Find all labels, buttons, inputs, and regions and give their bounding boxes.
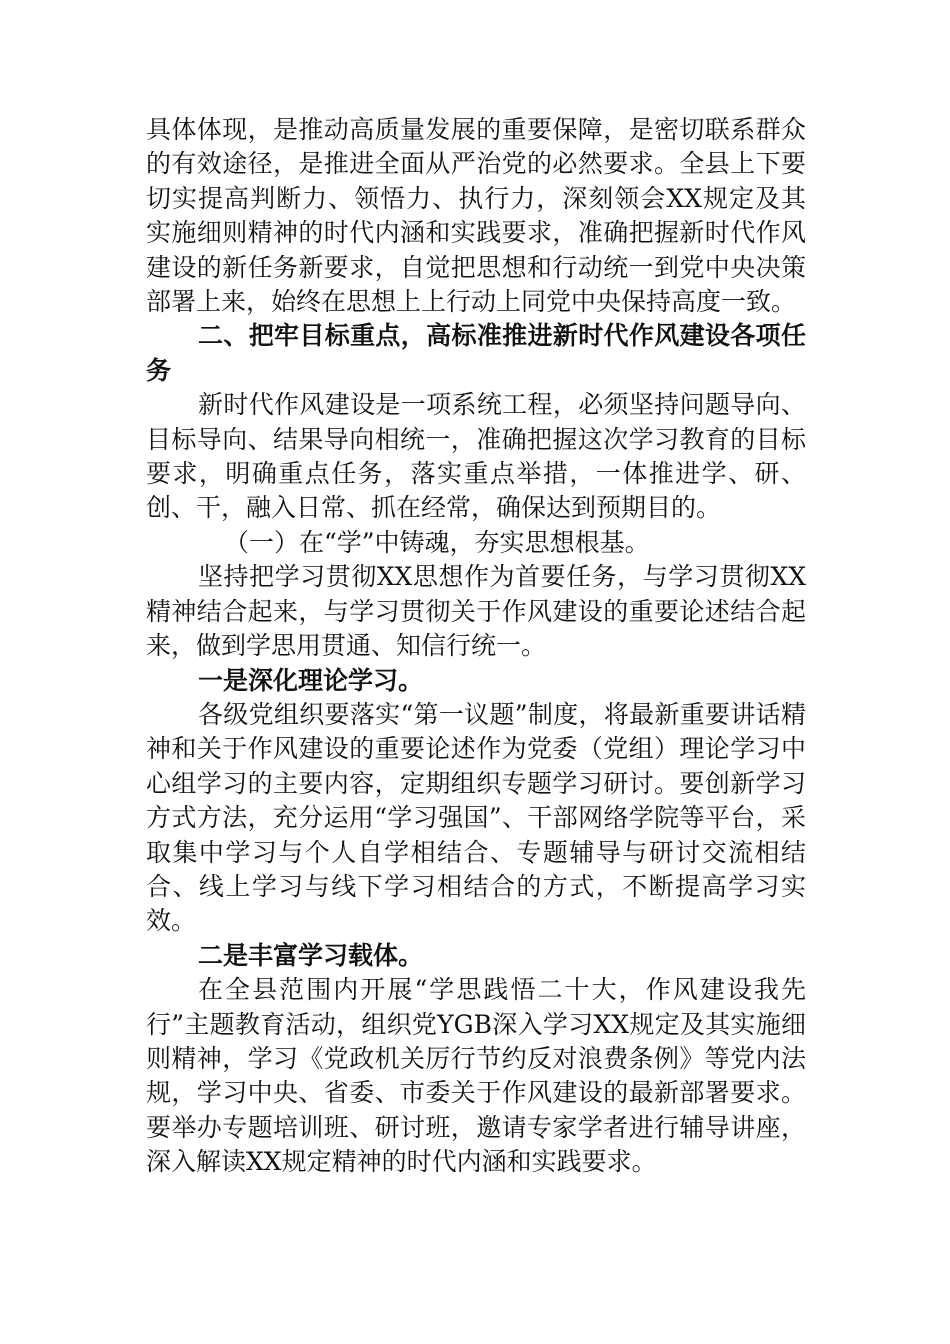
body-paragraph: 新时代作风建设是一项系统工程，必须坚持问题导向、目标导向、结果导向相统一，准确把握这次学习教育的目标要求，明确重点任务，落实重点举措，一体推进学、研、创、干，融入日常、抓在经常，确保达到预期目的。 [146,390,806,523]
body-paragraph: 坚持把学习贯彻XX思想作为首要任务，与学习贯彻XX精神结合起来，与学习贯彻关于作风建设的重要论述结合起来，做到学思用贯通、知信行统一。 [146,562,806,661]
document-page [146,113,806,1180]
body-paragraph: 各级党组织要落实“第一议题”制度，将最新重要讲话精神和关于作风建设的重要论述作为党委（党组）理论学习中心组学习的主要内容，定期组织专题学习研讨。要创新学习方式方法，充分运用“学习强国”、干部网络学院等平台，采取集中学习与个人自学相结合、专题辅导与研讨交流相结合、线上学习与线下学习相结合的方式，不断提高学习实效。 [146,699,806,936]
bold-point-heading-2: 二是丰富学习载体。 [198,940,424,970]
bold-point-heading-1: 一是深化理论学习。 [198,665,424,695]
section-heading-2: 二、把牢目标重点，高标准推进新时代作风建设各项任务 [146,321,806,385]
subsection-heading-1: （一）在“学”中铸魂，夯实思想根基。 [224,527,650,557]
body-paragraph: 在全县范围内开展“学思践悟二十大，作风建设我先行”主题教育活动，组织党YGB深入学习XX规定及其实施细则精神，学习《党政机关厉行节约反对浪费条例》等党内法规，学习中央、省委、市委关于作风建设的最新部署要求。要举办专题培训班、研讨班，邀请专家学者进行辅导讲座，深入解读XX规定精神的时代内涵和实践要求。 [146,975,806,1177]
body-paragraph-continued: 具体体现，是推动高质量发展的重要保障，是密切联系群众的有效途径，是推进全面从严治党的必然要求。全县上下要切实提高判断力、领悟力、执行力，深刻领会XX规定及其实施细则精神的时代内涵和实践要求，准确把握新时代作风建设的新任务新要求，自觉把思想和行动统一到党中央决策部署上来，始终在思想上上行动上同党中央保持高度一致。 [146,115,806,317]
